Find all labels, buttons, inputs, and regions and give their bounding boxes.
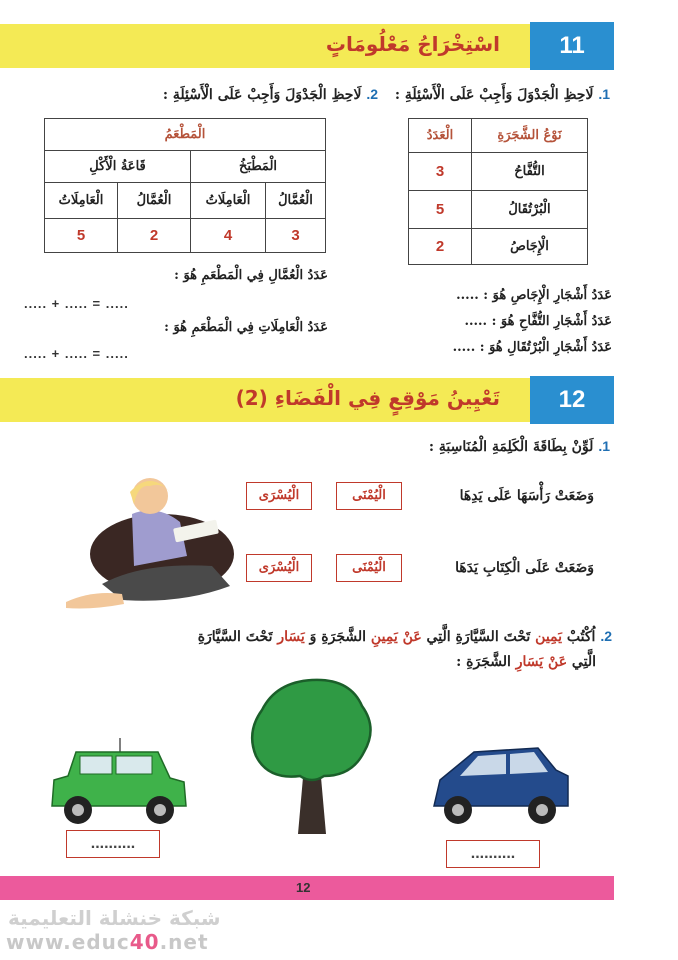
q12-1-card-right-2[interactable]: الْيُمْنَى [336, 554, 402, 582]
q12-1-card-right-1[interactable]: الْيُمْنَى [336, 482, 402, 510]
q12-1-card-left-2[interactable]: الْيُسْرَى [246, 554, 312, 582]
tree-illustration [246, 676, 378, 840]
dining-workers-f-value: 5 [45, 219, 118, 253]
watermark-url[interactable]: www.educ40.net [6, 930, 209, 954]
watermark-arabic: شبكة خنشلة التعليمية [8, 906, 221, 930]
kitchen-workers-f-value: 4 [191, 219, 266, 253]
q11-2-eq-workers[interactable]: ..... + ..... = ..... [24, 296, 129, 311]
q12-2-instruction-line2: الَّتِي عَنْ يَسَارِ الشَّجَرَةِ : [456, 654, 596, 670]
section-11-title: اسْتِخْرَاجُ مَعْلُومَاتٍ [325, 32, 500, 56]
q11-2-eq-female-workers[interactable]: ..... + ..... = ..... [24, 346, 129, 361]
blue-car-illustration [430, 740, 572, 832]
trees-label-orange: الْبُرْتُقَالُ [472, 191, 588, 229]
kitchen-workers-m-header: الْعُمَّالُ [266, 183, 326, 219]
q11-2-instruction: 2. لَاحِظِ الْجَدْوَلَ وَأَجِبْ عَلَى الْأَسْئِلَةِ : [162, 86, 378, 103]
q11-1-line-pear: عَدَدُ أَشْجَارِ الْإِجَاصِ هُوَ : ..... [456, 288, 612, 303]
section-11-banner [0, 24, 600, 68]
q11-2-line-workers: عَدَدُ الْعُمَّالِ فِي الْمَطْعَمِ هُوَ : [174, 268, 328, 283]
section-12-title: تَعْيِينُ مَوْقِعٍ فِي الْفَضَاءِ (2) [235, 386, 500, 410]
q11-2-line-female-workers: عَدَدُ الْعَامِلَاتِ فِي الْمَطْعَمِ هُوَ : [164, 320, 328, 335]
girl-reading-illustration [62, 474, 242, 614]
q12-1-card-left-1[interactable]: الْيُسْرَى [246, 482, 312, 510]
trees-label-pear: الْإِجَاصُ [472, 229, 588, 265]
restaurant-table [44, 118, 326, 253]
answer-box-right-car[interactable]: .......... [446, 840, 540, 868]
q11-1-line-apple: عَدَدُ أَشْجَارِ التُّفَّاحِ هُوَ : ..... [464, 314, 612, 329]
trees-table [408, 118, 588, 265]
kitchen-header: الْمَطْبَخُ [191, 151, 326, 183]
q11-1-line-orange: عَدَدُ أَشْجَارِ الْبُرْتُقَالِ هُوَ : ..... [452, 340, 612, 355]
green-car-illustration [48, 738, 190, 830]
trees-header-type: نَوْعُ الشَّجَرَةِ [472, 119, 588, 153]
dining-workers-m-header: الْعُمَّالُ [118, 183, 191, 219]
section-12-banner [0, 378, 600, 422]
answer-box-left-car[interactable]: .......... [66, 830, 160, 858]
dining-workers-m-value: 2 [118, 219, 191, 253]
trees-header-count: الْعَدَدُ [409, 119, 472, 153]
q12-2-instruction-line1: 2. اُكْتُبْ يَمِين تَحْتَ السَّيَّارَةِ الَّتِي عَنْ يَمِينِ الشَّجَرَةِ وَ يَسَار تَحْتَ السَّيَّارَةِ [197, 628, 612, 645]
dining-header: قَاعَةُ الْأَكْلِ [45, 151, 191, 183]
trees-value-apple: 3 [409, 153, 472, 191]
trees-value-orange: 5 [409, 191, 472, 229]
restaurant-header: الْمَطْعَمُ [45, 119, 326, 151]
kitchen-workers-f-header: الْعَامِلَاتُ [191, 183, 266, 219]
dining-workers-f-header: الْعَامِلَاتُ [45, 183, 118, 219]
kitchen-workers-m-value: 3 [266, 219, 326, 253]
trees-label-apple: التُّفَّاحُ [472, 153, 588, 191]
q12-1-sentence1: وَضَعَتْ رَأْسَهَا عَلَى يَدِهَا [459, 488, 594, 504]
section-11-number: 11 [530, 22, 614, 70]
page-number: 12 [296, 880, 311, 895]
q12-1-sentence2: وَضَعَتْ عَلَى الْكِتَابِ يَدَهَا [455, 560, 594, 576]
q11-1-instruction: 1. لَاحِظِ الْجَدْوَلَ وَأَجِبْ عَلَى الْأَسْئِلَةِ : [394, 86, 610, 103]
section-12-number: 12 [530, 376, 614, 424]
trees-value-pear: 2 [409, 229, 472, 265]
q12-1-instruction: 1. لَوِّنْ بِطَاقَةَ الْكَلِمَةِ الْمُنَاسِبَةِ : [428, 438, 610, 455]
